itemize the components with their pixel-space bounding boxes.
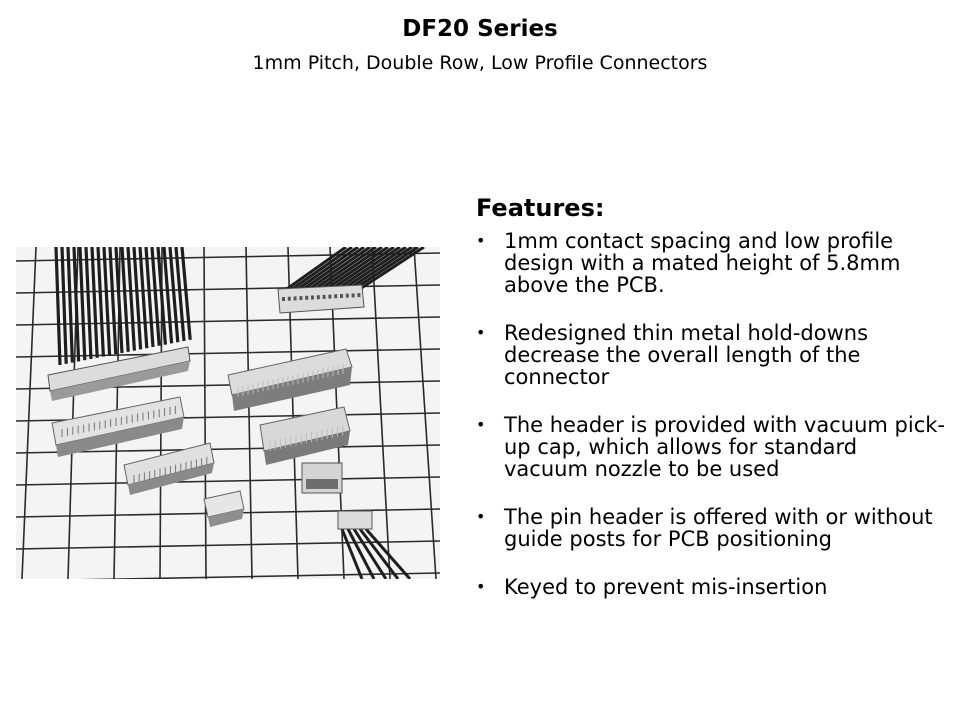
feature-item [476, 322, 946, 388]
feature-text: The header is provided with vacuum pick-up cap, which allows for standard vacuum nozzle to be used [504, 413, 945, 481]
slide-title: DF20 Series [402, 16, 558, 42]
feature-item [476, 414, 946, 480]
bullet-icon: • [476, 577, 486, 596]
bullet-icon: • [476, 415, 486, 434]
connector-product-photo [16, 247, 440, 579]
features-list [476, 230, 946, 624]
features-heading: Features: [476, 194, 605, 222]
feature-text: The pin header is offered with or without guide posts for PCB positioning [504, 505, 933, 551]
feature-text: 1mm contact spacing and low profile design with a mated height of 5.8mm above the PCB. [504, 229, 901, 297]
feature-item [476, 506, 946, 550]
slide-subtitle: 1mm Pitch, Double Row, Low Profile Connectors [252, 52, 708, 74]
bullet-icon: • [476, 323, 486, 342]
feature-text: Keyed to prevent mis-insertion [504, 575, 828, 599]
photo-background [16, 247, 440, 579]
receptacle-small [302, 463, 342, 493]
feature-item [476, 230, 946, 296]
bullet-icon: • [476, 507, 486, 526]
bullet-icon: • [476, 231, 486, 250]
feature-item [476, 576, 946, 598]
feature-text: Redesigned thin metal hold-downs decrease the overall length of the connector [504, 321, 869, 389]
